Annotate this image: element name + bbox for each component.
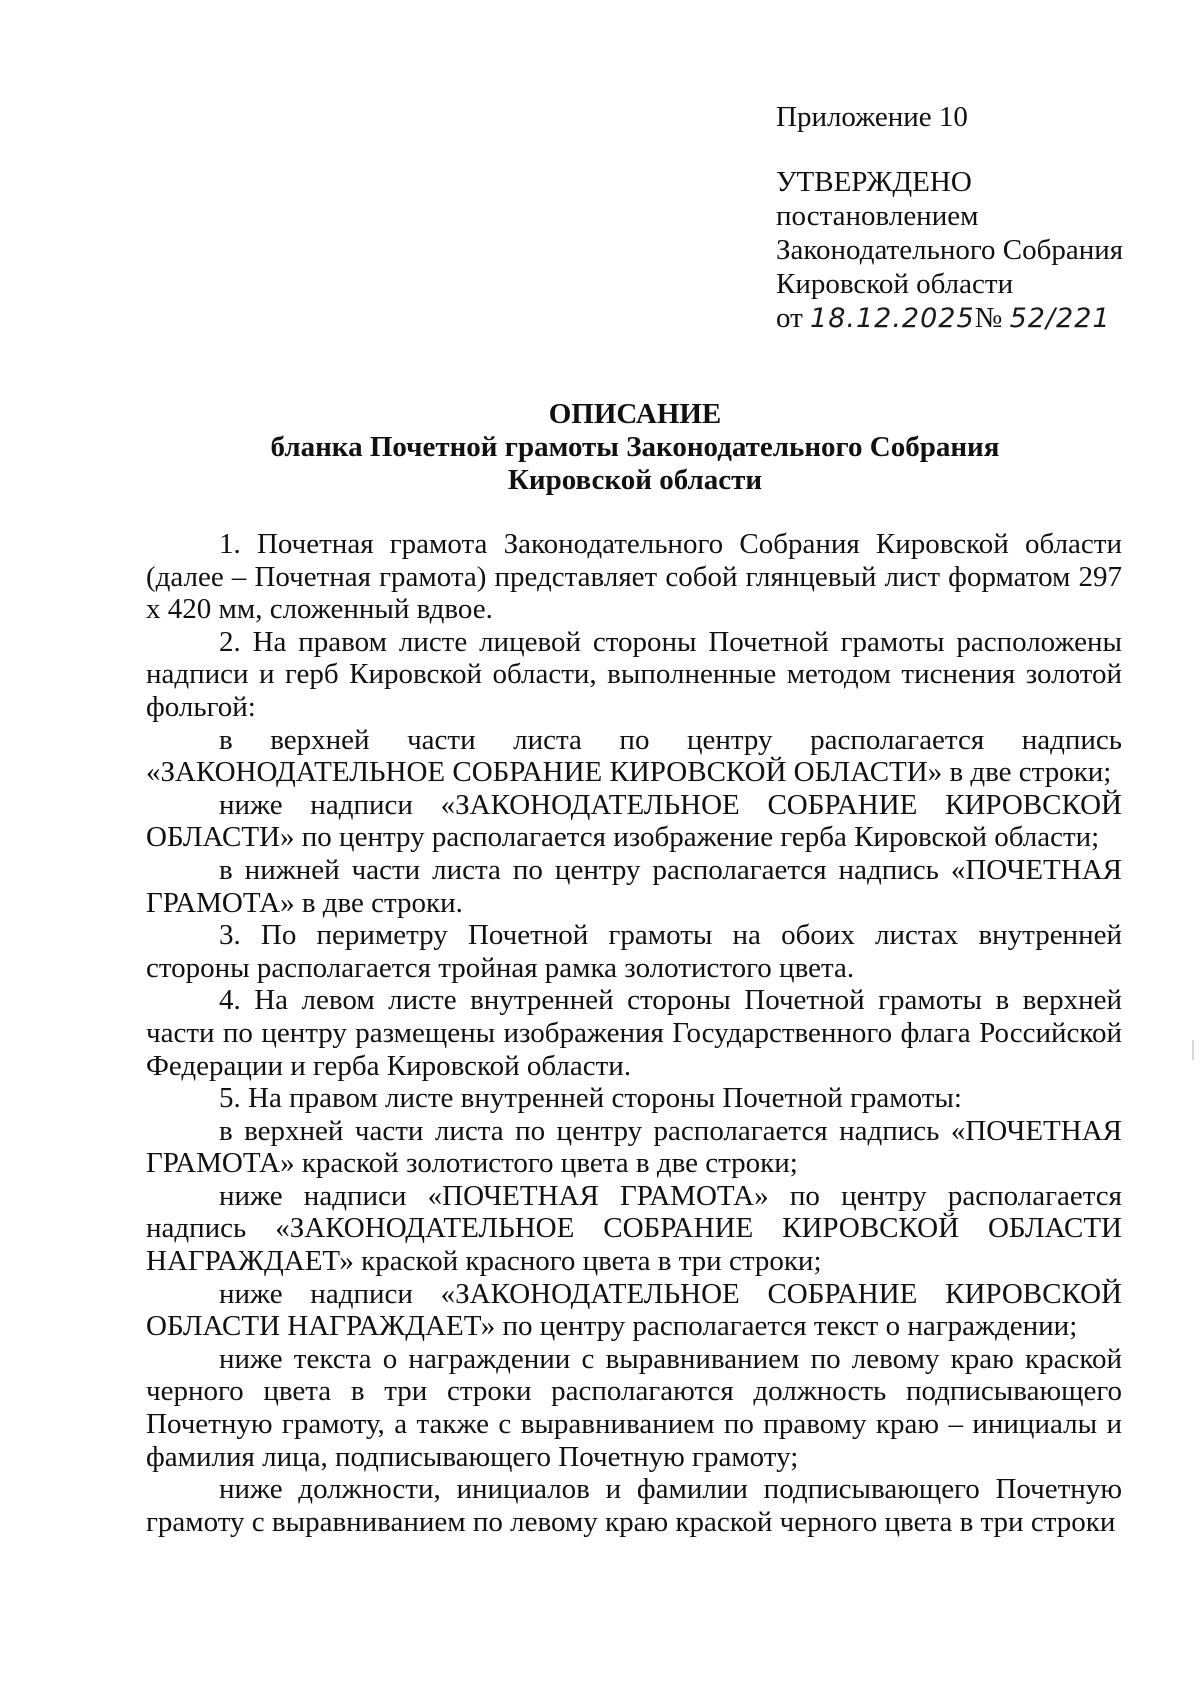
paragraph: в нижней части листа по центру располагается надпись «ПОЧЕТНАЯ ГРАМОТА» в две строки. xyxy=(146,853,1122,919)
appendix-number: Приложение 10 xyxy=(776,101,968,133)
handwritten-number: 52/221 xyxy=(1009,303,1111,334)
approval-line-2: Законодательного Собрания xyxy=(776,234,1124,266)
paragraph: 2. На правом листе лицевой стороны Почетной грамоты расположены надписи и герб Кировской области, выполненные методом тиснения золотой фольгой: xyxy=(146,625,1122,723)
paragraph: ниже надписи «ЗАКОНОДАТЕЛЬНОЕ СОБРАНИЕ КИРОВСКОЙ ОБЛАСТИ» по центру располагается изображение герба Кировской области; xyxy=(146,788,1122,854)
scan-edge-mark xyxy=(1192,1040,1194,1060)
title-heading: ОПИСАНИЕ xyxy=(548,398,722,430)
document-title xyxy=(140,398,1130,497)
approval-line-3: Кировской области xyxy=(776,268,1014,300)
number-sign: № xyxy=(974,302,1003,334)
title-line-1: бланка Почетной грамоты Законодательного Собрания xyxy=(270,431,1000,463)
paragraph: ниже должности, инициалов и фамилии подписывающего Почетную грамоту с выравниванием по левому краю краской черного цвета в три строки xyxy=(146,1473,1122,1538)
paragraph: в верхней части листа по центру располагается надпись «ПОЧЕТНАЯ ГРАМОТА» краской золотистого цвета в две строки; xyxy=(146,1114,1122,1180)
title-line-2: Кировской области xyxy=(507,464,763,496)
paragraph: ниже надписи «ЗАКОНОДАТЕЛЬНОЕ СОБРАНИЕ КИРОВСКОЙ ОБЛАСТИ НАГРАЖДАЕТ» по центру располагается текст о награждении; xyxy=(146,1277,1122,1343)
document-body xyxy=(146,528,1122,1538)
paragraph: 5. На правом листе внутренней стороны Почетной грамоты: xyxy=(219,1082,962,1115)
paragraph: ниже надписи «ПОЧЕТНАЯ ГРАМОТА» по центру располагается надпись «ЗАКОНОДАТЕЛЬНОЕ СОБРАНИЕ КИРОВСКОЙ ОБЛАСТИ НАГРАЖДАЕТ» краской красного цвета в три строки; xyxy=(146,1179,1122,1278)
approved-stamp: УТВЕРЖДЕНО xyxy=(776,166,972,198)
paragraph: в верхней части листа по центру располагается надпись «ЗАКОНОДАТЕЛЬНОЕ СОБРАНИЕ КИРОВСКОЙ ОБЛАСТИ» в две строки; xyxy=(146,723,1122,789)
approval-block xyxy=(776,100,1156,336)
handwritten-date: 18.12.2025 xyxy=(810,303,975,334)
paragraph: 1. Почетная грамота Законодательного Собрания Кировской области (далее – Почетная грамота) представляет собой глянцевый лист форматом 297 x 420 мм, сложенный вдвое. xyxy=(146,528,1122,626)
approval-line-1: постановлением xyxy=(776,200,979,232)
paragraph: ниже текста о награждении с выравниванием по левому краю краской черного цвета в три строки располагаются должность подписывающего Почетную грамоту, а также с выравниванием по правому краю – инициалы и фамилия лица, подписывающего Почетную грамоту; xyxy=(146,1342,1122,1473)
date-prefix: от xyxy=(776,302,803,334)
paragraph: 4. На левом листе внутренней стороны Почетной грамоты в верхней части по центру размещены изображения Государственного флага Российской Федерации и герба Кировской области. xyxy=(146,984,1122,1082)
paragraph: 3. По периметру Почетной грамоты на обоих листах внутренней стороны располагается тройная рамка золотистого цвета. xyxy=(146,919,1122,984)
approval-date-line xyxy=(776,301,1156,336)
